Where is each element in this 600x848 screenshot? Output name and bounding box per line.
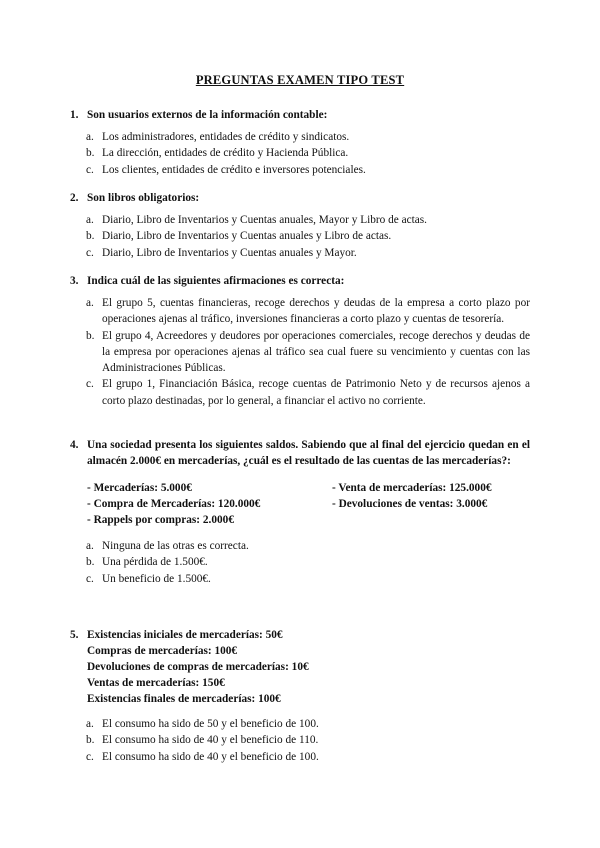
option-text: El consumo ha sido de 50 y el beneficio de 100. bbox=[102, 718, 319, 730]
question-heading bbox=[70, 437, 530, 469]
option-a bbox=[70, 538, 530, 554]
option-letter: a. bbox=[86, 131, 94, 143]
option-letter: b. bbox=[86, 556, 95, 569]
option-list bbox=[70, 716, 530, 765]
data-line: Existencias iniciales de mercaderías: 50€ bbox=[87, 629, 283, 641]
option-text: El grupo 1, Financiación Básica, recoge cuentas de Patrimonio Neto y de recursos ajenos a corto plazo destinadas, por lo general, a financiar el activo no corriente. bbox=[102, 378, 530, 407]
option-c bbox=[70, 162, 530, 178]
question-text: Son libros obligatorios: bbox=[87, 192, 200, 204]
question-4 bbox=[70, 437, 530, 587]
option-letter: b. bbox=[86, 734, 95, 747]
option-text: El consumo ha sido de 40 y el beneficio de 110. bbox=[102, 734, 319, 747]
option-letter: c. bbox=[86, 163, 94, 176]
question-number: 3. bbox=[70, 275, 79, 287]
option-c bbox=[70, 749, 530, 765]
question-3 bbox=[70, 273, 530, 409]
option-b bbox=[70, 228, 530, 244]
option-letter: a. bbox=[86, 297, 94, 309]
question-number: 2. bbox=[70, 192, 79, 204]
question-number: 5. bbox=[70, 629, 79, 641]
option-a bbox=[70, 295, 530, 328]
option-text: La dirección, entidades de crédito y Hacienda Pública. bbox=[102, 147, 349, 160]
option-letter: a. bbox=[86, 540, 94, 552]
option-text: Diario, Libro de Inventarios y Cuentas anuales y Libro de actas. bbox=[102, 230, 392, 243]
data-line: Existencias finales de mercaderías: 100€ bbox=[87, 693, 281, 705]
balances-list bbox=[87, 480, 530, 528]
balance-item: - Mercaderías: 5.000€ bbox=[87, 482, 192, 494]
question-number: 4. bbox=[70, 439, 79, 451]
data-line: Compras de mercaderías: 100€ bbox=[87, 645, 238, 657]
option-list bbox=[70, 538, 530, 587]
option-a bbox=[70, 212, 530, 228]
page-title: PREGUNTAS EXAMEN TIPO TEST bbox=[195, 73, 405, 87]
question-heading bbox=[70, 190, 530, 206]
option-text: El grupo 5, cuentas financieras, recoge derechos y deudas de la empresa a corto plazo por operaciones ajenas al tráfico, inversiones financieras a corto plazo y cuentas de tesorería. bbox=[102, 297, 530, 326]
balance-item: - Devoluciones de ventas: 3.000€ bbox=[332, 498, 488, 510]
option-a bbox=[70, 716, 530, 732]
option-text: El consumo ha sido de 40 y el beneficio de 100. bbox=[102, 750, 319, 763]
option-letter: c. bbox=[86, 378, 94, 391]
question-text: Indica cuál de las siguientes afirmaciones es correcta: bbox=[87, 275, 345, 287]
option-list bbox=[70, 212, 530, 261]
option-letter: b. bbox=[86, 329, 95, 342]
option-b bbox=[70, 145, 530, 161]
option-letter: a. bbox=[86, 718, 94, 730]
question-heading bbox=[70, 107, 530, 123]
option-a bbox=[70, 129, 530, 145]
option-letter: c. bbox=[86, 750, 94, 763]
question-1 bbox=[70, 107, 530, 178]
balance-item: - Rappels por compras: 2.000€ bbox=[87, 514, 234, 526]
question-heading bbox=[70, 273, 530, 289]
option-letter: c. bbox=[86, 246, 94, 259]
option-list bbox=[70, 129, 530, 178]
question-5 bbox=[70, 627, 530, 765]
option-text: El grupo 4, Acreedores y deudores por operaciones comerciales, recoge derechos y deudas de la empresa por operaciones ajenas al tráfico sea cual fuere su vencimiento y cuentas con las Administraciones Públicas. bbox=[102, 329, 530, 375]
option-c bbox=[70, 376, 530, 409]
question-2 bbox=[70, 190, 530, 261]
question-heading bbox=[70, 627, 530, 707]
question-text: Una sociedad presenta los siguientes saldos. Sabiendo que al final del ejercicio quedan en el almacén 2.000€ en mercaderías, ¿cuál es el resultado de las cuentas de las mercaderías?: bbox=[87, 439, 530, 467]
option-c bbox=[70, 245, 530, 261]
question-text: Son usuarios externos de la información contable: bbox=[87, 109, 328, 121]
question-number: 1. bbox=[70, 109, 79, 121]
option-letter: c. bbox=[86, 572, 94, 585]
option-letter: b. bbox=[86, 147, 95, 160]
option-text: Los clientes, entidades de crédito e inversores potenciales. bbox=[102, 163, 366, 176]
option-text: Un beneficio de 1.500€. bbox=[102, 572, 211, 585]
option-text: Los administradores, entidades de crédito y sindicatos. bbox=[102, 131, 350, 143]
option-list bbox=[70, 295, 530, 409]
balance-item: - Compra de Mercaderías: 120.000€ bbox=[87, 498, 261, 510]
option-b bbox=[70, 732, 530, 748]
option-letter: b. bbox=[86, 230, 95, 243]
option-text: Una pérdida de 1.500€. bbox=[102, 556, 208, 569]
option-c bbox=[70, 571, 530, 587]
option-text: Diario, Libro de Inventarios y Cuentas anuales, Mayor y Libro de actas. bbox=[102, 214, 428, 226]
option-letter: a. bbox=[86, 214, 94, 226]
balance-item: - Venta de mercaderías: 125.000€ bbox=[332, 482, 492, 494]
option-b bbox=[70, 554, 530, 570]
question-data-lines bbox=[87, 627, 530, 707]
option-b bbox=[70, 328, 530, 377]
option-text: Diario, Libro de Inventarios y Cuentas anuales y Mayor. bbox=[102, 246, 357, 259]
data-line: Ventas de mercaderías: 150€ bbox=[87, 677, 225, 689]
option-text: Ninguna de las otras es correcta. bbox=[102, 540, 249, 552]
data-line: Devoluciones de compras de mercaderías: 10€ bbox=[87, 661, 309, 673]
